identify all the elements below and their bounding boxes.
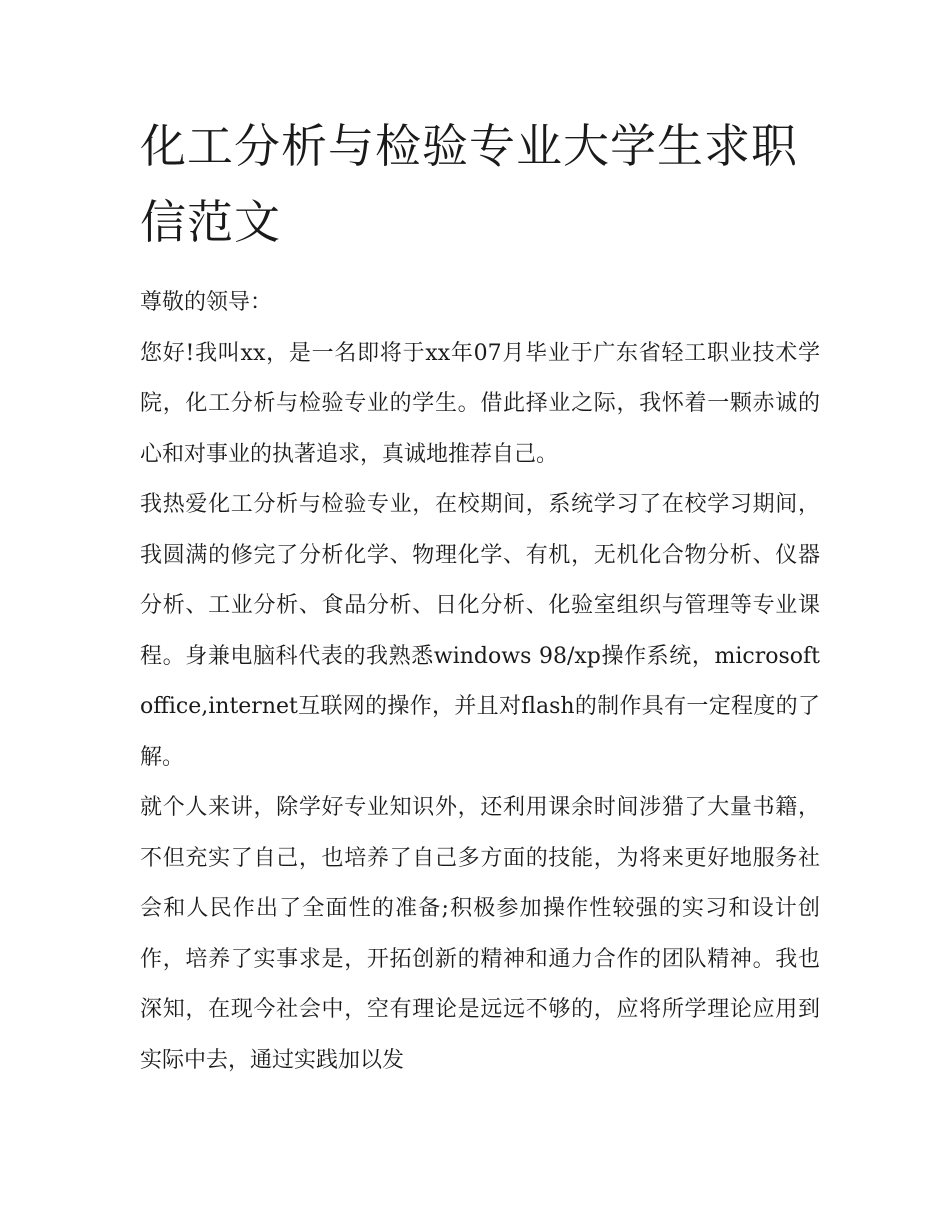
paragraph-education: 我热爱化工分析与检验专业，在校期间，系统学习了在校学习期间，我圆满的修完了分析化学、物理化学、有机，无机化合物分析、仪器分析、工业分析、食品分析、日化分析、化验室组织与管理等专业课程。身兼电脑科代表的我熟悉windows 98/xp操作系统，microsoft office,internet互联网的操作，并且对flash的制作具有一定程度的了解。 bbox=[140, 492, 820, 770]
paragraph-personal: 就个人来讲，除学好专业知识外，还利用课余时间涉猎了大量书籍，不但充实了自己，也培养了自己多方面的技能，为将来更好地服务社会和人民作出了全面性的准备;积极参加操作性较强的实习和设计创作，培养了实事求是，开拓创新的精神和通力合作的团队精神。我也深知，在现今社会中，空有理论是远远不够的，应将所学理论应用到实际中去，通过实践加以发 bbox=[140, 795, 820, 1073]
paragraph-intro: 您好!我叫xx，是一名即将于xx年07月毕业于广东省轻工职业技术学院，化工分析与检验专业的学生。借此择业之际，我怀着一颗赤诚的心和对事业的执著追求，真诚地推荐自己。 bbox=[140, 340, 820, 467]
document-title: 化工分析与检验专业大学生求职信范文 bbox=[140, 119, 798, 249]
document-page bbox=[140, 108, 820, 1086]
salutation: 尊敬的领导： bbox=[140, 290, 273, 315]
